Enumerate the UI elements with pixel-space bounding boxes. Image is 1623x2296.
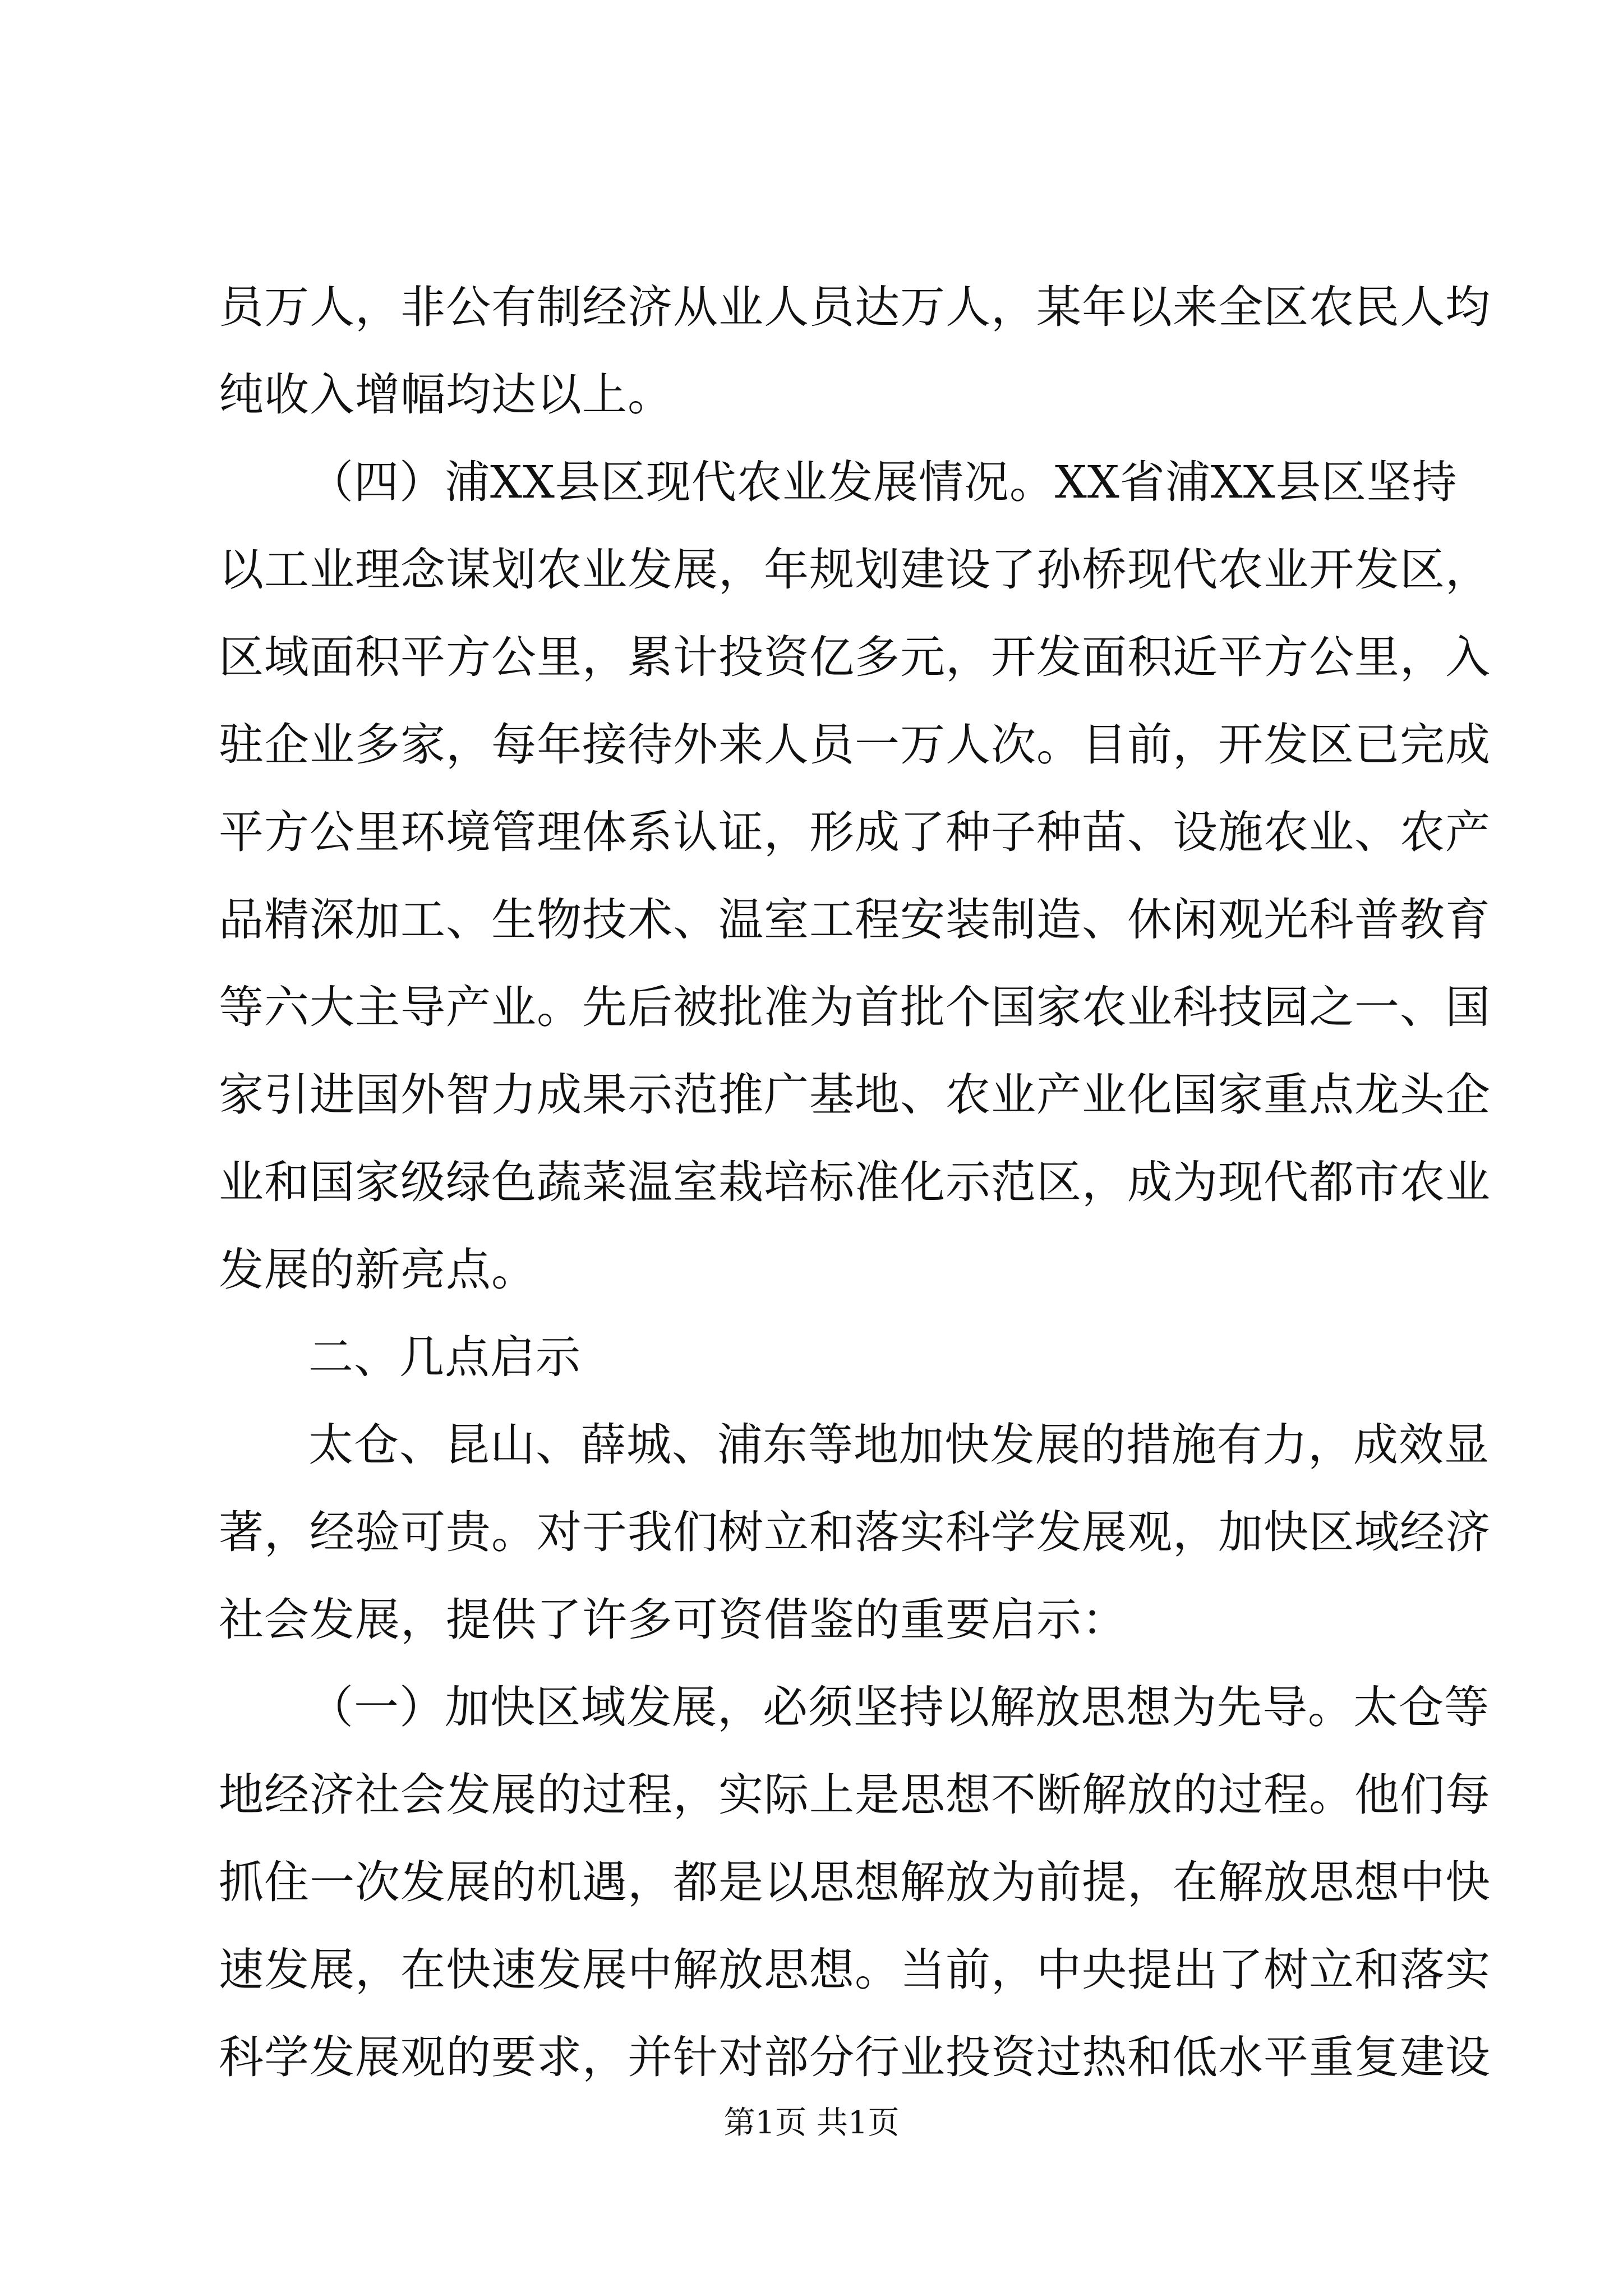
text-line: 以工业理念谋划农业发展，年规划建设了孙桥现代农业开发区， xyxy=(219,544,1491,596)
text-line: 品精深加工、生物技术、温室工程安装制造、休闲观光科普教育 xyxy=(219,894,1491,946)
text-line: 区域面积平方公里，累计投资亿多元，开发面积近平方公里，入 xyxy=(219,631,1491,683)
text-line: 驻企业多家，每年接待外来人员一万人次。目前，开发区已完成 xyxy=(219,719,1491,771)
document-body xyxy=(219,264,1491,2101)
text-line: 抓住一次发展的机遇，都是以思想解放为前提，在解放思想中快 xyxy=(219,1856,1491,1908)
text-line: 太仓、昆山、薛城、浦东等地加快发展的措施有力，成效显 xyxy=(308,1419,1490,1471)
text-line: 等六大主导产业。先后被批准为首批个国家农业科技园之一、国 xyxy=(219,981,1491,1033)
text-line: 科学发展观的要求，并针对部分行业投资过热和低水平重复建设 xyxy=(219,2031,1491,2083)
text-line: 业和国家级绿色蔬菜温室栽培标准化示范区，成为现代都市农业 xyxy=(219,1156,1491,1208)
text-line: 员万人，非公有制经济从业人员达万人，某年以来全区农民人均 xyxy=(219,281,1491,333)
text-line: 地经济社会发展的过程，实际上是思想不断解放的过程。他们每 xyxy=(219,1769,1491,1821)
text-line: （四）浦XX县区现代农业发展情况。XX省浦XX县区坚持 xyxy=(308,456,1458,508)
text-line: 速发展，在快速发展中解放思想。当前，中央提出了树立和落实 xyxy=(219,1944,1491,1996)
page-footer: 第1页 共1页 xyxy=(723,2105,900,2141)
text-line: 著，经验可贵。对于我们树立和落实科学发展观，加快区域经济 xyxy=(219,1506,1491,1558)
text-line: 平方公里环境管理体系认证，形成了种子种苗、设施农业、农产 xyxy=(219,806,1491,858)
text-line: （一）加快区域发展，必须坚持以解放思想为先导。太仓等 xyxy=(308,1681,1490,1733)
text-line: 纯收入增幅均达以上。 xyxy=(219,369,673,421)
text-line: 家引进国外智力成果示范推广基地、农业产业化国家重点龙头企 xyxy=(219,1069,1491,1121)
section-heading: 二、几点启示 xyxy=(308,1331,581,1383)
text-line: 发展的新亮点。 xyxy=(219,1244,537,1296)
text-line: 社会发展，提供了许多可资借鉴的重要启示： xyxy=(219,1594,1127,1646)
